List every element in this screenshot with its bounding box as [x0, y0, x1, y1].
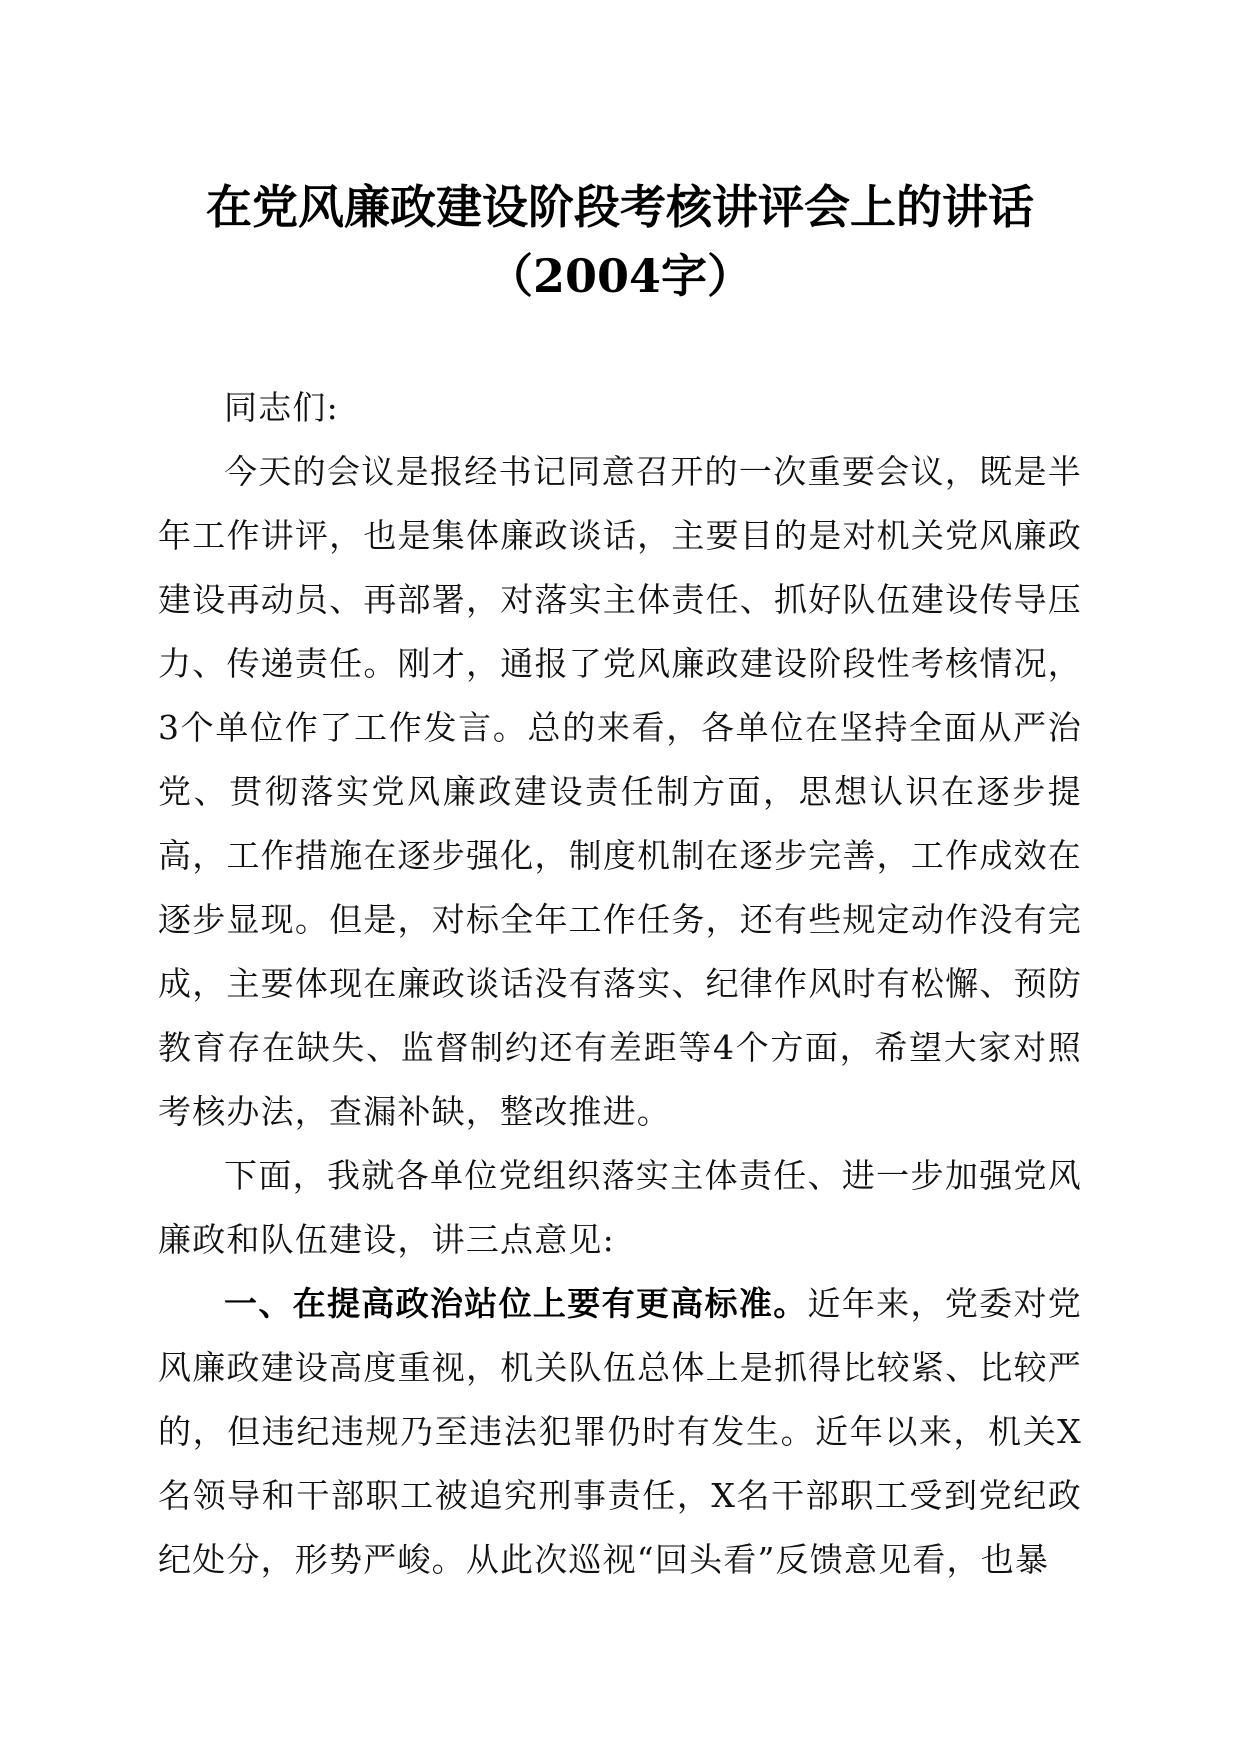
salutation: 同志们: [224, 388, 339, 427]
section-heading-1: 一、在提高政治站位上要有更高标准。 [224, 1284, 808, 1323]
paragraph-2-text: 下面，我就各单位党组织落实主体责任、进一步加强党风廉政和队伍建设，讲三点意见: [158, 1156, 1082, 1259]
paragraph-3 [158, 1272, 1082, 1592]
paragraph-1-text: 今天的会议是报经书记同意召开的一次重要会议，既是半年工作讲评，也是集体廉政谈话，主要目的是对机关党风廉政建设再动员、再部署，对落实主体责任、抓好队伍建设传导压力、传递责任。刚才，通报了党风廉政建设阶段性考核情况，3个单位作了工作发言。总的来看，各单位在坚持全面从严治党、贯彻落实党风廉政建设责任制方面，思想认识在逐步提高，工作措施在逐步强化，制度机制在逐步完善，工作成效在逐步显现。但是，对标全年工作任务，还有些规定动作没有完成，主要体现在廉政谈话没有落实、纪律作风时有松懈、预防教育存在缺失、监督制约还有差距等4个方面，希望大家对照考核办法，查漏补缺，整改推进。 [158, 452, 1082, 1131]
document-body [158, 376, 1082, 1592]
word-count: （2004字） [486, 249, 754, 303]
paragraph-3-text: 近年来，党委对党风廉政建设高度重视，机关队伍总体上是抓得比较紧、比较严的，但违纪违规乃至违法犯罪仍时有发生。近年以来，机关X名领导和干部职工被追究刑事责任，X名干部职工受到党纪政纪处分，形势严峻。从此次巡视“回头看”反馈意见看，也暴 [158, 1284, 1082, 1579]
paragraph-1 [158, 440, 1082, 1144]
document-title: 在党风廉政建设阶段考核讲评会上的讲话 [206, 180, 1034, 234]
paragraph-2 [158, 1144, 1082, 1272]
